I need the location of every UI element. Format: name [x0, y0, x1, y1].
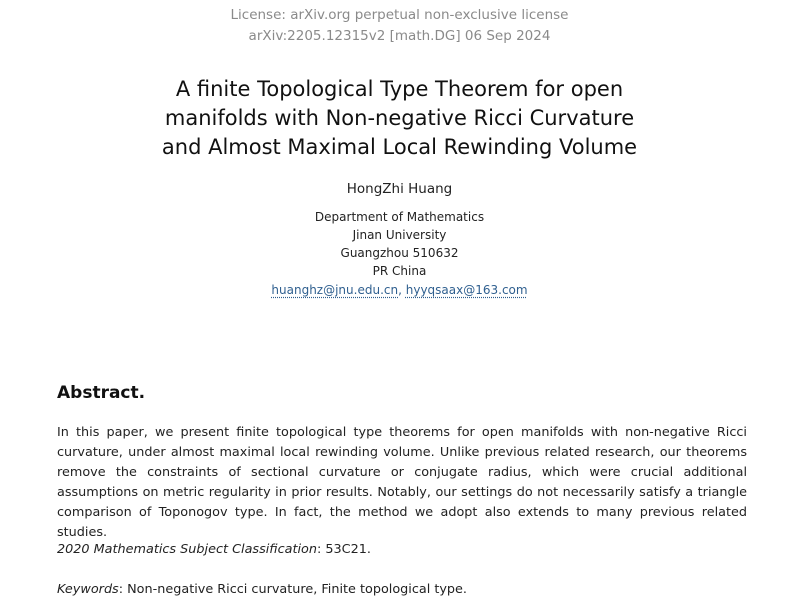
license-note: License: arXiv.org perpetual non-exclusive license: [230, 7, 569, 23]
paper-title: [0, 75, 799, 162]
email-separator: ,: [398, 283, 406, 297]
email-link-jnu[interactable]: huanghz@jnu.edu.cn: [271, 283, 399, 297]
abstract-heading: Abstract.: [57, 383, 146, 403]
abstract-body: In this paper, we present finite topological type theorems for open manifolds with non-negative Ricci curvature, under almost maximal local rewinding volume. Unlike previous related research, our theorems remove the constraints of sectional curvature or conjugate radius, which were crucial additional assumptions on metric regularity in prior results. Notably, our settings do not necessarily satisfy a triangle comparison of Toponogov type. In fact, the method we adopt also extends to many previous related studies.: [57, 425, 747, 540]
keywords-label: Keywords: [57, 582, 119, 597]
author-name: HongZhi Huang: [346, 181, 453, 197]
title-line: and Almost Maximal Local Rewinding Volume: [161, 135, 638, 159]
msc-classification: [57, 542, 371, 557]
keywords-value: : Non-negative Ricci curvature, Finite topological type.: [118, 582, 467, 597]
msc-value: : 53C21.: [316, 542, 371, 557]
affiliation-country: PR China: [372, 264, 427, 278]
title-line: A finite Topological Type Theorem for open: [175, 77, 624, 101]
affiliation-department: Department of Mathematics: [314, 210, 485, 224]
keywords: [57, 582, 467, 597]
affiliation-university: Jinan University: [352, 228, 447, 242]
affiliation-city: Guangzhou 510632: [340, 246, 459, 260]
title-line: manifolds with Non-negative Ricci Curvature: [164, 106, 635, 130]
email-link-163[interactable]: hyyqsaax@163.com: [405, 283, 528, 297]
msc-label: 2020 Mathematics Subject Classification: [57, 542, 317, 557]
arxiv-identifier: arXiv:2205.12315v2 [math.DG] 06 Sep 2024: [248, 28, 551, 44]
author-emails: [0, 283, 799, 297]
